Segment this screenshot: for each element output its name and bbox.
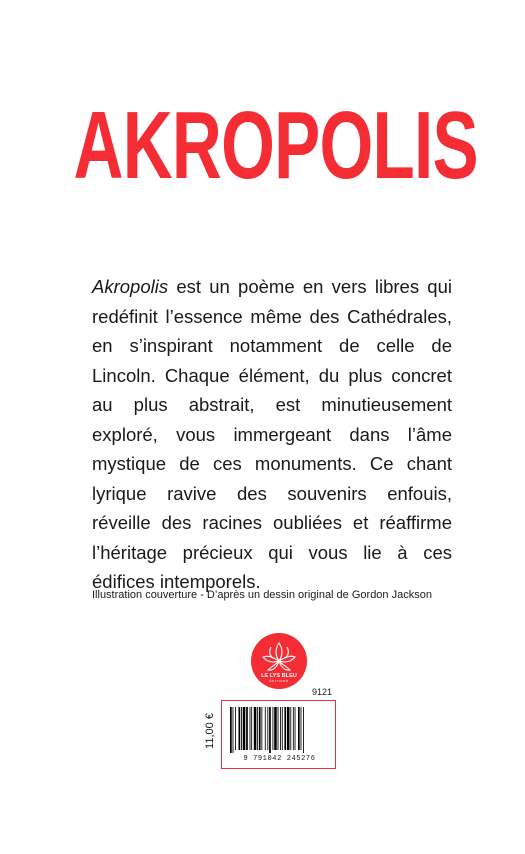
barcode-bar <box>235 707 236 750</box>
barcode-bar <box>295 707 296 750</box>
barcode-bar <box>278 707 279 750</box>
barcode-bar <box>241 707 242 750</box>
barcode-bar <box>293 707 294 750</box>
blurb-italic-title: Akropolis <box>92 276 169 297</box>
barcode-bar <box>284 707 286 750</box>
barcode-bar <box>246 707 248 750</box>
barcode-bar <box>274 707 277 750</box>
back-cover-blurb <box>92 272 452 597</box>
product-code: 9121 <box>312 687 333 697</box>
price-text: 11,00 € <box>204 712 217 749</box>
publisher-name: LE LYS BLEU <box>261 673 297 679</box>
illustration-credit: Illustration couverture - D’après un dessin original de Gordon Jackson <box>92 589 432 601</box>
barcode-bar <box>230 707 232 753</box>
barcode-bar <box>298 707 300 750</box>
blurb-body: est un poème en vers libres qui redéfinit l’essence même des Cathédrales, en s’inspirant notamment de celle de Lincoln. Chaque élément, du plus concret au plus abstrait, est minutieusement exploré, vous immergeant dans l’âme mystique de ces monuments. Ce chant lyrique ravive des souvenirs enfouis, réveille des racines oubliées et réaffirme l’héritage précieux qui vous lie à ces édifices intemporels. <box>92 276 452 592</box>
barcode-bar <box>290 707 291 750</box>
barcode-bar <box>239 707 241 750</box>
barcode <box>221 700 336 769</box>
barcode-bar <box>267 707 268 750</box>
barcode-bar <box>233 707 234 753</box>
barcode-bar <box>280 707 281 750</box>
barcode-bar <box>254 707 257 750</box>
barcode-bar <box>257 707 258 750</box>
barcode-bar <box>265 707 266 750</box>
barcode-bar <box>303 707 304 753</box>
publisher-sub: ÉDITIONS <box>269 679 289 683</box>
publisher-logo <box>251 633 307 689</box>
barcode-bar <box>259 707 261 750</box>
barcode-bar <box>273 707 274 750</box>
barcode-bar <box>261 707 262 750</box>
barcode-bar <box>250 707 251 750</box>
barcode-bar <box>269 707 271 753</box>
barcode-bar <box>243 707 246 750</box>
price-label <box>201 703 219 758</box>
barcode-bar <box>287 707 290 750</box>
barcode-bars <box>230 707 329 753</box>
isbn-number: 9 791042 245276 <box>243 755 316 763</box>
barcode-bar <box>251 707 252 750</box>
book-title: AKROPOLIS <box>73 92 478 199</box>
barcode-bar <box>301 707 302 750</box>
barcode-bar <box>282 707 283 750</box>
